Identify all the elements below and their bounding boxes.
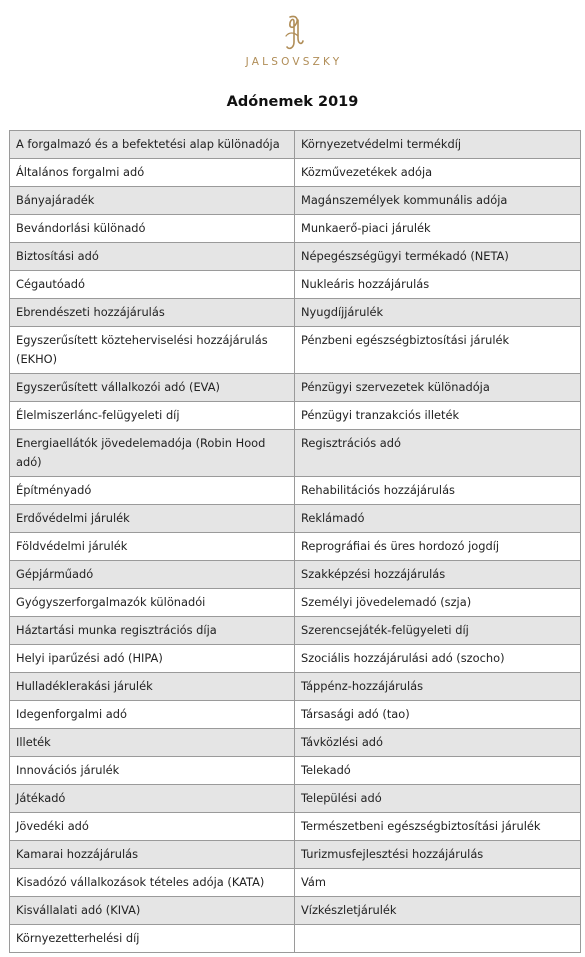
tax-type-cell-right: Nyugdíjjárulék [295,299,581,327]
tax-type-cell-left: Háztartási munka regisztrációs díja [10,617,295,645]
tax-type-cell-right: Regisztrációs adó [295,430,581,477]
tax-type-cell-left: Építményadó [10,477,295,505]
tax-type-cell-left: Általános forgalmi adó [10,159,295,187]
tax-type-cell-left: Kisadózó vállalkozások tételes adója (KATA) [10,869,295,897]
tax-type-cell-left: Idegenforgalmi adó [10,701,295,729]
table-row [10,897,581,925]
table-row [10,402,581,430]
tax-type-cell-left: Gépjárműadó [10,561,295,589]
tax-type-cell-left: Kamarai hozzájárulás [10,841,295,869]
tax-type-cell-left: Illeték [10,729,295,757]
tax-type-cell-left: Hulladéklerakási járulék [10,673,295,701]
tax-type-cell-right: Reprográfiai és üres hordozó jogdíj [295,533,581,561]
tax-type-cell-right: Táppénz-hozzájárulás [295,673,581,701]
table-row [10,841,581,869]
tax-type-cell-left: Bányajáradék [10,187,295,215]
table-row [10,729,581,757]
table-row [10,589,581,617]
tax-type-cell-right: Népegészségügyi termékadó (NETA) [295,243,581,271]
tax-type-cell-right: Rehabilitációs hozzájárulás [295,477,581,505]
jalsovszky-monogram-logo [280,14,306,52]
tax-type-cell-left: Játékadó [10,785,295,813]
tax-type-cell-left: Egyszerűsített vállalkozói adó (EVA) [10,374,295,402]
table-row [10,561,581,589]
page-title: Adónemek 2019 [226,94,359,110]
table-row [10,215,581,243]
tax-type-cell-left: Cégautóadó [10,271,295,299]
table-row [10,673,581,701]
tax-type-cell-left: Kisvállalati adó (KIVA) [10,897,295,925]
table-row [10,533,581,561]
table-row [10,617,581,645]
brand-name: JALSOVSZKY [245,56,343,68]
tax-type-cell-left: Erdővédelmi járulék [10,505,295,533]
table-row [10,813,581,841]
table-row [10,299,581,327]
brand-logo [0,14,585,68]
tax-type-cell-left: Bevándorlási különadó [10,215,295,243]
table-row [10,131,581,159]
tax-type-cell-right: Társasági adó (tao) [295,701,581,729]
tax-type-cell-left: Innovációs járulék [10,757,295,785]
tax-type-cell-right: Nukleáris hozzájárulás [295,271,581,299]
tax-type-cell-right: Reklámadó [295,505,581,533]
tax-type-cell-left: Környezetterhelési díj [10,925,295,953]
table-row [10,477,581,505]
tax-type-cell-right: Turizmusfejlesztési hozzájárulás [295,841,581,869]
table-row [10,701,581,729]
tax-type-cell-right: Környezetvédelmi termékdíj [295,131,581,159]
tax-type-cell-right: Távközlési adó [295,729,581,757]
tax-type-cell-left: Egyszerűsített közteherviselési hozzájárulás (EKHO) [10,327,295,374]
tax-type-cell-right: Pénzbeni egészségbiztosítási járulék [295,327,581,374]
table-row [10,869,581,897]
tax-type-cell-left: Jövedéki adó [10,813,295,841]
tax-type-cell-left: Földvédelmi járulék [10,533,295,561]
tax-type-cell-right: Szerencsejáték-felügyeleti díj [295,617,581,645]
tax-type-cell-right: Magánszemélyek kommunális adója [295,187,581,215]
table-row [10,187,581,215]
tax-type-cell-right: Települési adó [295,785,581,813]
table-row [10,430,581,477]
table-row [10,159,581,187]
tax-type-cell-right: Telekadó [295,757,581,785]
tax-type-cell-left: Ebrendészeti hozzájárulás [10,299,295,327]
tax-type-cell-right [295,925,581,953]
tax-type-cell-left: Energiaellátók jövedelemadója (Robin Hood adó) [10,430,295,477]
table-row [10,505,581,533]
table-row [10,243,581,271]
table-row [10,374,581,402]
tax-type-cell-right: Vízkészletjárulék [295,897,581,925]
table-row [10,271,581,299]
tax-type-cell-left: Biztosítási adó [10,243,295,271]
tax-type-cell-right: Pénzügyi szervezetek különadója [295,374,581,402]
tax-type-cell-left: Élelmiszerlánc-felügyeleti díj [10,402,295,430]
table-row [10,757,581,785]
tax-type-cell-left: Helyi iparűzési adó (HIPA) [10,645,295,673]
table-row [10,645,581,673]
table-row [10,327,581,374]
tax-type-cell-left: Gyógyszerforgalmazók különadói [10,589,295,617]
tax-type-cell-right: Szakképzési hozzájárulás [295,561,581,589]
table-row [10,785,581,813]
tax-type-cell-right: Vám [295,869,581,897]
tax-type-cell-right: Munkaerő-piaci járulék [295,215,581,243]
tax-type-cell-right: Szociális hozzájárulási adó (szocho) [295,645,581,673]
tax-type-cell-left: A forgalmazó és a befektetési alap különadója [10,131,295,159]
tax-type-cell-right: Közművezetékek adója [295,159,581,187]
tax-type-cell-right: Pénzügyi tranzakciós illeték [295,402,581,430]
tax-type-cell-right: Személyi jövedelemadó (szja) [295,589,581,617]
tax-types-table [9,130,581,953]
table-row [10,925,581,953]
tax-type-cell-right: Természetbeni egészségbiztosítási járulék [295,813,581,841]
